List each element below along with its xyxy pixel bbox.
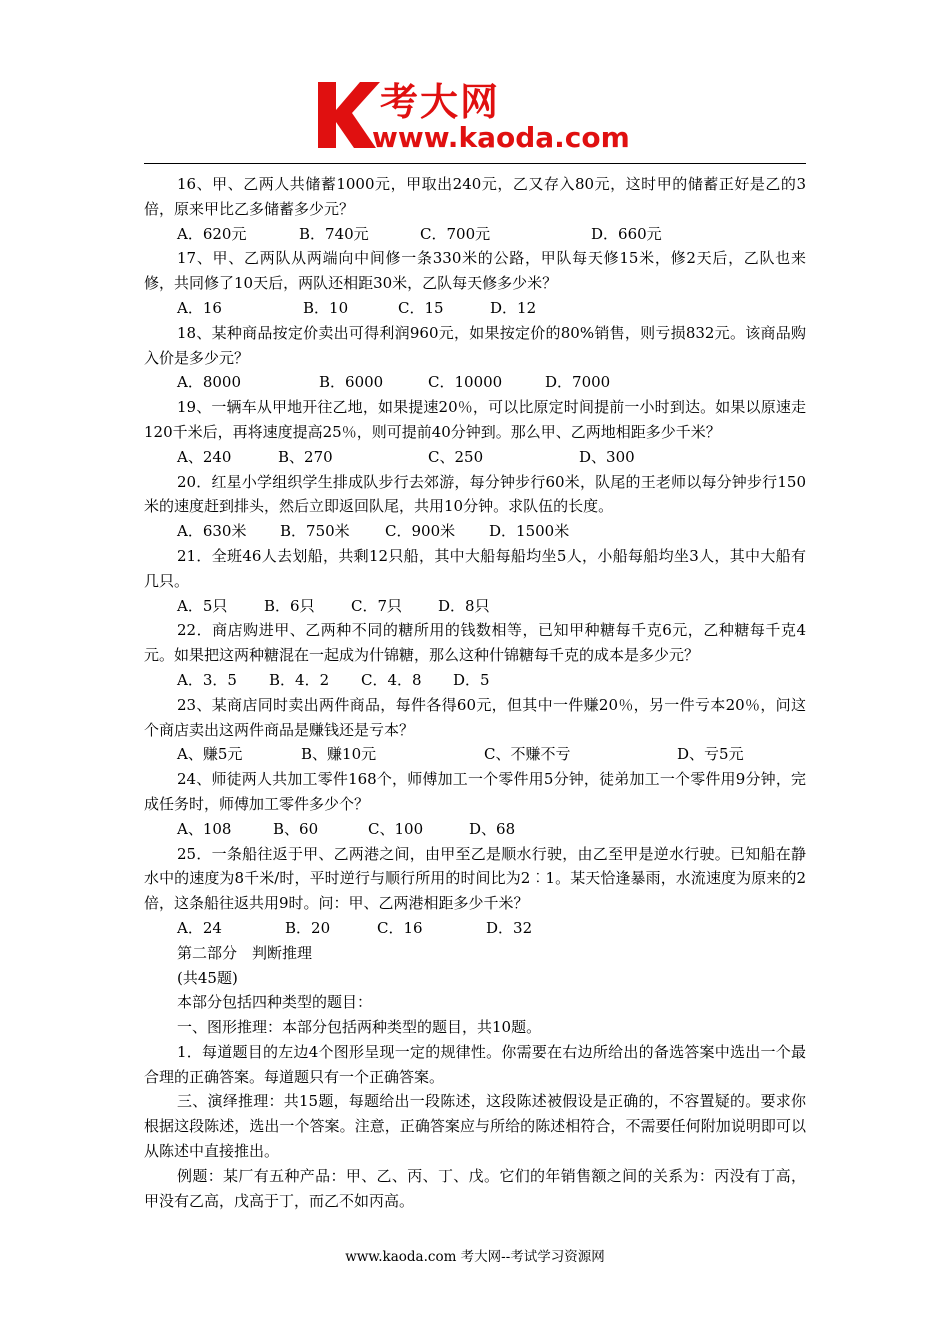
part-1-description: 1．每道题目的左边4个图形呈现一定的规律性。你需要在右边所给出的备选答案中选出一个最合理的正确答案。每道题只有一个正确答案。 xyxy=(144,1042,806,1086)
section-intro: 本部分包括四种类型的题目： xyxy=(177,993,373,1012)
option: A．630米 xyxy=(177,522,247,541)
option: D．1500米 xyxy=(489,522,570,541)
question-25-options xyxy=(144,916,806,941)
option: A．8000 xyxy=(177,373,242,392)
option: C、不赚不亏 xyxy=(484,745,571,764)
option: A．3．5 xyxy=(177,670,237,689)
option: B．6只 xyxy=(264,596,315,615)
question-18-options xyxy=(144,370,806,395)
question-19-options xyxy=(144,445,806,470)
option: A．16 xyxy=(177,298,222,317)
option: D．8只 xyxy=(438,596,490,615)
option: D、300 xyxy=(579,447,635,466)
question-22-options xyxy=(144,668,806,693)
option: B．4．2 xyxy=(269,670,330,689)
option: D．5 xyxy=(453,670,490,689)
logo-chinese-name: 考大网 xyxy=(380,80,501,124)
question-20-options xyxy=(144,519,806,544)
question-17: 17、甲、乙两队从两端向中间修一条330米的公路，甲队每天修15米，修2天后，乙队也来修，共同修了10天后，两队还相距30米，乙队每天修多少米？ xyxy=(144,249,806,293)
option: C．16 xyxy=(377,918,423,937)
example-text: 例题：某厂有五种产品：甲、乙、丙、丁、戊。它们的年销售额之间的关系为：丙没有丁高，甲没有乙高，戊高于丁，而乙不如丙高。 xyxy=(144,1166,806,1210)
option: D、68 xyxy=(469,819,516,838)
question-16-options xyxy=(144,222,806,247)
option: C．15 xyxy=(398,298,444,317)
part-1-heading: 一、图形推理：本部分包括两种类型的题目，共10题。 xyxy=(177,1018,542,1037)
document-body xyxy=(144,172,806,1213)
kaoda-logo xyxy=(316,80,646,160)
option: C、250 xyxy=(428,447,484,466)
option: D、亏5元 xyxy=(677,745,744,764)
section-question-count: (共45题) xyxy=(177,968,238,987)
option: D．12 xyxy=(490,298,537,317)
option: A．5只 xyxy=(177,596,228,615)
option: B．750米 xyxy=(280,522,350,541)
option: C．700元 xyxy=(420,224,491,243)
page-footer: www.kaoda.com 考大网--考试学习资源网 xyxy=(345,1249,605,1265)
part-3-description: 三、演绎推理：共15题，每题给出一段陈述，这段陈述被假设是正确的，不容置疑的。要求你根据这段陈述，选出一个答案。注意，正确答案应与所给的陈述相符合，不需要任何附加说明即可以从陈述中直接推出。 xyxy=(144,1092,806,1161)
question-19: 19、一辆车从甲地开往乙地，如果提速20％，可以比原定时间提前一小时到达。如果以原速走120千米后，再将速度提高25％，则可提前40分钟到。那么甲、乙两地相距多少千米？ xyxy=(144,398,806,441)
logo-url: www.kaoda.com xyxy=(372,121,630,154)
option: A．24 xyxy=(177,918,222,937)
option: A．620元 xyxy=(177,224,247,243)
question-23-options xyxy=(144,742,806,767)
option: B、270 xyxy=(278,447,333,466)
question-24: 24、师徒两人共加工零件168个，师傅加工一个零件用5分钟，徒弟加工一个零件用9分钟，完成任务时，师傅加工零件多少个？ xyxy=(144,770,806,813)
question-21-options xyxy=(144,594,806,619)
question-20: 20．红星小学组织学生排成队步行去郊游，每分钟步行60米，队尾的王老师以每分钟步行150米的速度赶到排头，然后立即返回队尾，共用10分钟。求队伍的长度。 xyxy=(144,472,806,516)
option: B．740元 xyxy=(299,224,369,243)
question-25: 25．一条船往返于甲、乙两港之间，由甲至乙是顺水行驶，由乙至甲是逆水行驶。已知船在静水中的速度为8千米/时，平时逆行与顺行所用的时间比为2︰1。某天恰逢暴雨，水流速度为原来的2倍，这条船往返共用9时。问：甲、乙两港相距多少千米？ xyxy=(144,844,806,913)
option: C、100 xyxy=(368,819,424,838)
option: A、108 xyxy=(177,819,232,838)
header-divider xyxy=(144,163,806,164)
option: C．7只 xyxy=(351,596,403,615)
option: C．900米 xyxy=(385,522,456,541)
option: A、赚5元 xyxy=(177,745,243,764)
question-18: 18、某种商品按定价卖出可得利润960元，如果按定价的80%销售，则亏损832元。该商品购入价是多少元？ xyxy=(144,323,806,367)
option: C．10000 xyxy=(428,373,503,392)
question-21: 21．全班46人去划船，共剩12只船，其中大船每船均坐5人，小船每船均坐3人，其中大船有几只。 xyxy=(144,546,806,590)
option: B．6000 xyxy=(319,373,384,392)
question-16: 16、甲、乙两人共储蓄1000元，甲取出240元，乙又存入80元，这时甲的储蓄正好是乙的3倍，原来甲比乙多储蓄多少元？ xyxy=(144,175,806,218)
option: D．32 xyxy=(486,918,533,937)
question-22: 22．商店购进甲、乙两种不同的糖所用的钱数相等，已知甲种糖每千克6元，乙种糖每千克4元。如果把这两种糖混在一起成为什锦糖，那么这种什锦糖每千克的成本是多少元？ xyxy=(144,621,806,665)
option: C．4．8 xyxy=(361,670,422,689)
option: D．7000 xyxy=(545,373,611,392)
question-23: 23、某商店同时卖出两件商品，每件各得60元，但其中一件赚20％，另一件亏本20％，问这个商店卖出这两件商品是赚钱还是亏本？ xyxy=(144,695,806,739)
option: B．10 xyxy=(303,298,349,317)
option: B、60 xyxy=(273,819,319,838)
section-title: 第二部分 判断推理 xyxy=(177,943,313,962)
option: B、赚10元 xyxy=(301,745,377,764)
question-17-options xyxy=(144,296,806,321)
question-24-options xyxy=(144,817,806,842)
option: D．660元 xyxy=(591,224,662,243)
option: A、240 xyxy=(177,447,232,466)
option: B．20 xyxy=(285,918,331,937)
